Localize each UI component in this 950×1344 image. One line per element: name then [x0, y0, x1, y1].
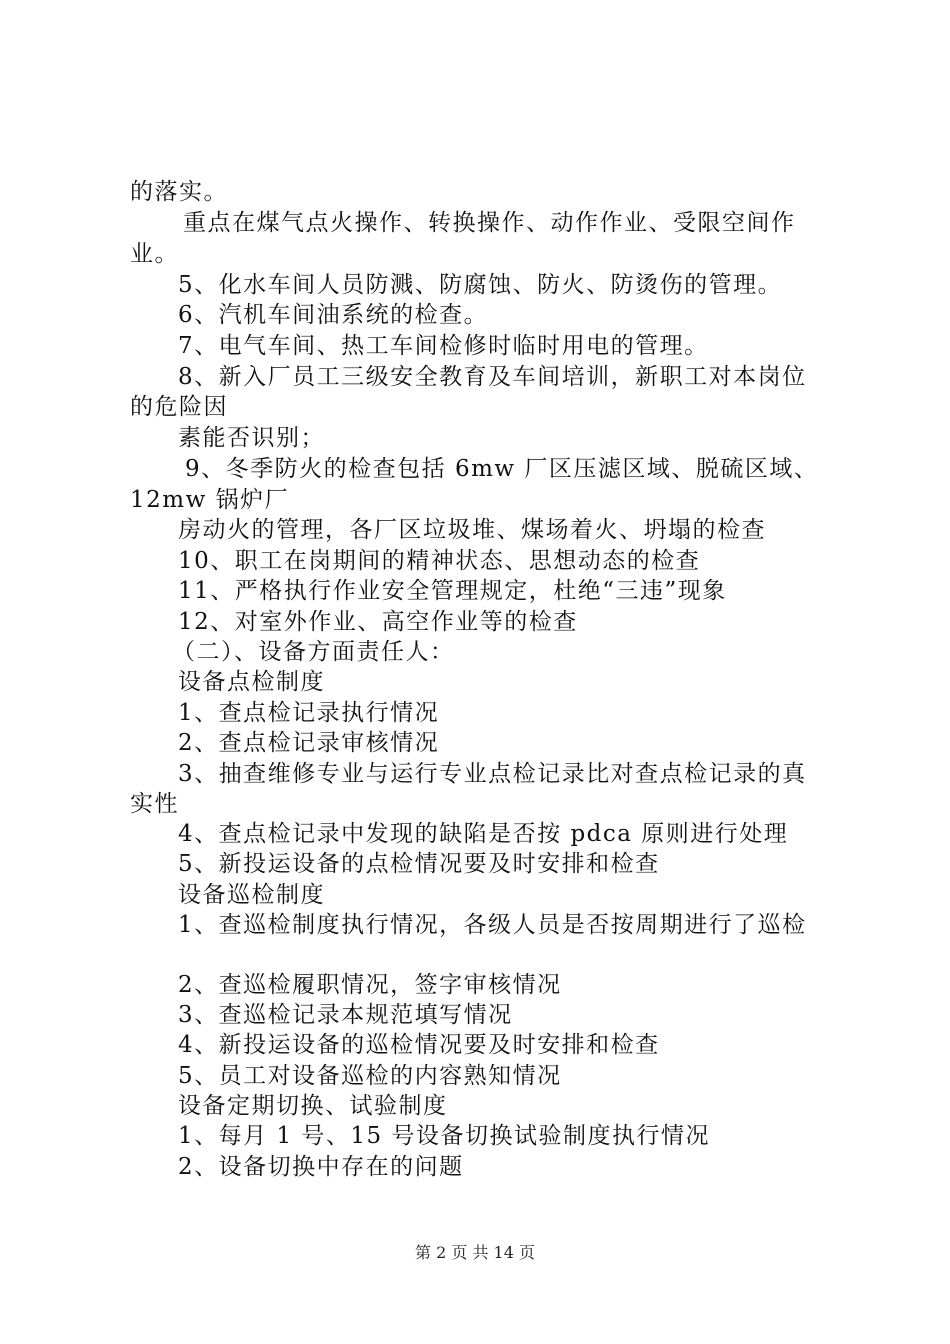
text-line-13: 10、职工在岗期间的精神状态、思想动态的检查: [178, 548, 701, 574]
text-line-11: 12mw 锅炉厂: [130, 487, 290, 513]
text-line-20: 3、抽查维修专业与运行专业点检记录比对查点检记录的真: [178, 761, 807, 787]
text-line-32: 2、设备切换中存在的问题: [178, 1154, 464, 1180]
text-line-29: 5、员工对设备巡检的内容熟知情况: [178, 1063, 562, 1089]
text-line-19: 2、查点检记录审核情况: [178, 730, 440, 756]
text-line-31: 1、每月 1 号、15 号设备切换试验制度执行情况: [178, 1123, 710, 1149]
text-line-15: 12、对室外作业、高空作业等的检查: [178, 609, 578, 635]
text-line-4: 5、化水车间人员防溅、防腐蚀、防火、防烫伤的管理。: [178, 272, 783, 298]
text-line-24: 设备巡检制度: [178, 882, 325, 908]
text-line-16: （二）、设备方面责任人：: [172, 639, 455, 665]
text-line-7: 8、新入厂员工三级安全教育及车间培训，新职工对本岗位: [178, 364, 807, 390]
text-line-2: 重点在煤气点火操作、转换操作、动作作业、受限空间作: [183, 210, 796, 236]
text-line-25: 1、查巡检制度执行情况，各级人员是否按周期进行了巡检: [178, 912, 807, 938]
text-line-26: 2、查巡检履职情况，签字审核情况: [178, 972, 562, 998]
text-line-22: 4、查点检记录中发现的缺陷是否按 pdca 原则进行处理: [178, 821, 789, 847]
text-line-17: 设备点检制度: [178, 669, 325, 695]
text-line-10: 9、冬季防火的检查包括 6mw 厂区压滤区域、脱硫区域、: [185, 456, 819, 482]
text-line-12: 房动火的管理，各厂区垃圾堆、煤场着火、坍塌的检查: [178, 517, 766, 543]
text-line-6: 7、电气车间、热工车间检修时临时用电的管理。: [178, 333, 709, 359]
text-line-14: 11、严格执行作业安全管理规定，杜绝“三违”现象: [178, 578, 727, 604]
text-line-9: 素能否识别；: [178, 425, 325, 451]
text-line-5: 6、汽机车间油系统的检查。: [178, 302, 489, 328]
text-line-28: 4、新投运设备的巡检情况要及时安排和检查: [178, 1032, 660, 1058]
page-footer: 第 2 页 共 14 页: [415, 1243, 535, 1262]
text-line-8: 的危险因: [130, 394, 228, 420]
text-line-27: 3、查巡检记录本规范填写情况: [178, 1002, 513, 1028]
text-line-1: 的落实。: [130, 179, 228, 205]
text-line-18: 1、查点检记录执行情况: [178, 700, 440, 726]
text-line-21: 实性: [130, 791, 179, 817]
text-line-23: 5、新投运设备的点检情况要及时安排和检查: [178, 851, 660, 877]
text-line-30: 设备定期切换、试验制度: [178, 1093, 448, 1119]
text-line-3: 业。: [130, 241, 179, 267]
